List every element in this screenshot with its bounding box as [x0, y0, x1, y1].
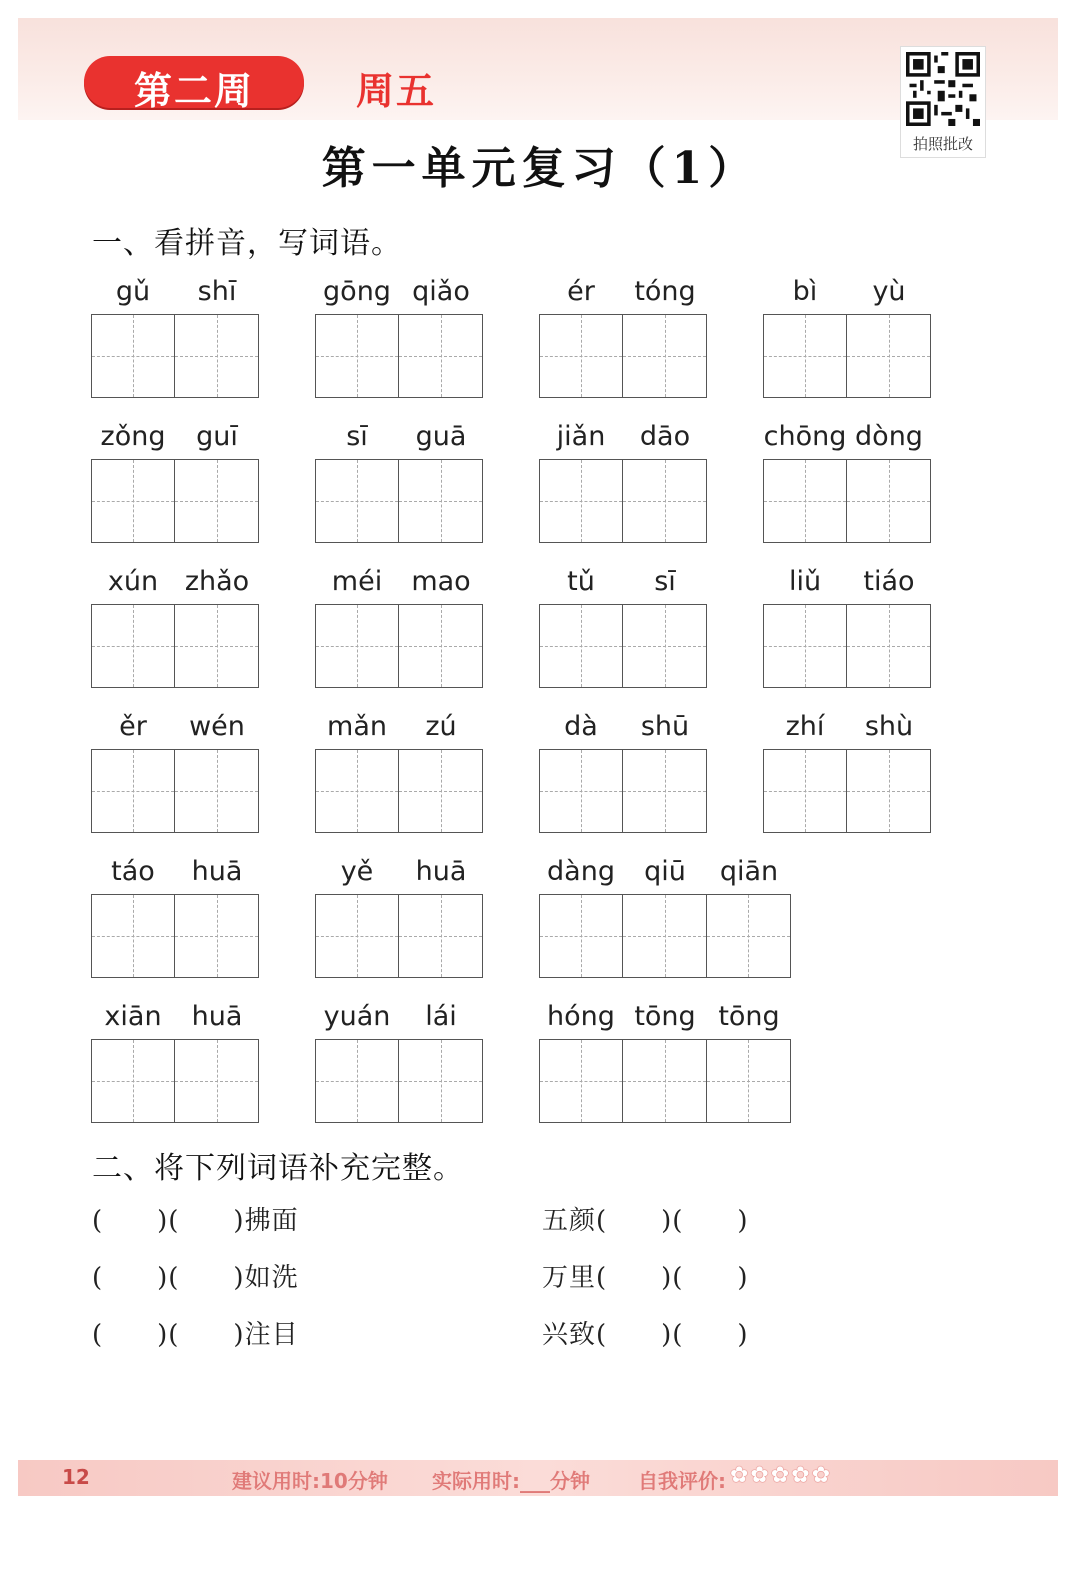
- writing-cell[interactable]: [175, 605, 258, 687]
- writing-cell[interactable]: [399, 605, 482, 687]
- pinyin-label: [763, 421, 931, 457]
- pinyin-label: [539, 276, 707, 312]
- actual-time: 实际用时:___分钟: [432, 1469, 590, 1493]
- pinyin-syllable: dòng: [855, 421, 923, 452]
- writing-cell[interactable]: [623, 1040, 706, 1122]
- writing-grid[interactable]: [315, 894, 483, 978]
- writing-cell[interactable]: [316, 895, 399, 977]
- writing-cell[interactable]: [399, 895, 482, 977]
- writing-grid[interactable]: [539, 604, 707, 688]
- pinyin-label: [763, 276, 931, 312]
- writing-cell[interactable]: [764, 460, 847, 542]
- writing-cell[interactable]: [175, 1040, 258, 1122]
- writing-cell[interactable]: [399, 1040, 482, 1122]
- writing-cell[interactable]: [764, 605, 847, 687]
- pinyin-label: [91, 421, 259, 457]
- pinyin-label: [763, 566, 931, 602]
- writing-cell[interactable]: [707, 895, 790, 977]
- writing-cell[interactable]: [175, 315, 258, 397]
- pinyin-syllable: xiān: [104, 1001, 162, 1032]
- writing-cell[interactable]: [92, 460, 175, 542]
- writing-cell[interactable]: [540, 315, 623, 397]
- day-label: 周五: [356, 69, 437, 113]
- pinyin-syllable: tōng: [634, 1001, 696, 1032]
- idiom-fill-line[interactable]: ( )( )拂面: [92, 1206, 299, 1236]
- idiom-fill-line[interactable]: 五颜( )( ): [542, 1206, 749, 1236]
- writing-grid[interactable]: [539, 459, 707, 543]
- pinyin-syllable: wén: [189, 711, 245, 742]
- pinyin-syllable: guā: [415, 421, 467, 452]
- writing-cell[interactable]: [623, 315, 706, 397]
- writing-cell[interactable]: [847, 750, 930, 832]
- pinyin-label: [91, 566, 259, 602]
- pinyin-syllable: gōng: [323, 276, 391, 307]
- pinyin-syllable: lái: [425, 1001, 457, 1032]
- idiom-fill-line[interactable]: ( )( )注目: [92, 1320, 299, 1350]
- pinyin-syllable: shū: [640, 711, 690, 742]
- writing-cell[interactable]: [316, 1040, 399, 1122]
- writing-grid[interactable]: [91, 314, 259, 398]
- writing-grid[interactable]: [91, 1039, 259, 1123]
- writing-cell[interactable]: [540, 895, 623, 977]
- rating-stars[interactable]: ✿✿✿✿✿: [730, 1463, 833, 1488]
- writing-cell[interactable]: [540, 605, 623, 687]
- writing-grid[interactable]: [91, 459, 259, 543]
- writing-cell[interactable]: [399, 460, 482, 542]
- writing-grid[interactable]: [763, 459, 931, 543]
- idiom-fill-line[interactable]: ( )( )如洗: [92, 1263, 299, 1293]
- writing-grid[interactable]: [763, 604, 931, 688]
- pinyin-label: [315, 856, 483, 892]
- writing-cell[interactable]: [316, 315, 399, 397]
- pinyin-syllable: tǔ: [567, 566, 595, 597]
- pinyin-syllable: mǎn: [327, 711, 387, 742]
- writing-cell[interactable]: [764, 315, 847, 397]
- pinyin-syllable: chōng: [763, 421, 847, 452]
- pinyin-syllable: dàng: [547, 856, 615, 887]
- writing-cell[interactable]: [175, 460, 258, 542]
- writing-cell[interactable]: [92, 750, 175, 832]
- pinyin-label: [91, 711, 259, 747]
- pinyin-syllable: huā: [415, 856, 467, 887]
- pinyin-syllable: ěr: [119, 711, 147, 742]
- pinyin-label: [91, 1001, 259, 1037]
- section1-heading: 一、看拼音，写词语。: [92, 226, 402, 261]
- writing-cell[interactable]: [92, 315, 175, 397]
- writing-grid[interactable]: [763, 314, 931, 398]
- pinyin-syllable: huā: [191, 1001, 243, 1032]
- pinyin-syllable: bì: [792, 276, 818, 307]
- page-number: 12: [62, 1465, 90, 1489]
- pinyin-syllable: shù: [864, 711, 914, 742]
- pinyin-syllable: sī: [654, 566, 676, 597]
- pinyin-syllable: zǒng: [100, 421, 166, 452]
- suggested-time: 建议用时:10分钟: [232, 1469, 388, 1493]
- qr-caption: 拍照批改: [912, 135, 973, 153]
- pinyin-syllable: liǔ: [788, 566, 822, 597]
- qr-code-icon: [906, 52, 980, 126]
- pinyin-label: [315, 421, 483, 457]
- pinyin-label: [91, 276, 259, 312]
- writing-cell[interactable]: [92, 895, 175, 977]
- pinyin-syllable: méi: [331, 566, 383, 597]
- pinyin-syllable: tōng: [718, 1001, 780, 1032]
- writing-cell[interactable]: [623, 750, 706, 832]
- pinyin-syllable: zhǎo: [184, 566, 250, 597]
- writing-grid[interactable]: [315, 749, 483, 833]
- writing-grid[interactable]: [539, 1039, 791, 1123]
- pinyin-label: [539, 566, 707, 602]
- writing-cell[interactable]: [92, 1040, 175, 1122]
- pinyin-syllable: xún: [107, 566, 159, 597]
- writing-cell[interactable]: [92, 605, 175, 687]
- pinyin-label: [539, 1001, 791, 1037]
- pinyin-syllable: hóng: [547, 1001, 615, 1032]
- writing-grid[interactable]: [539, 894, 791, 978]
- pinyin-syllable: qiǎo: [412, 276, 470, 307]
- pinyin-syllable: yuán: [323, 1001, 391, 1032]
- pinyin-syllable: dāo: [639, 421, 691, 452]
- writing-grid[interactable]: [91, 604, 259, 688]
- idiom-fill-line[interactable]: 万里( )( ): [542, 1263, 749, 1293]
- pinyin-label: [539, 711, 707, 747]
- pinyin-label: [763, 711, 931, 747]
- pinyin-syllable: qiān: [719, 856, 779, 887]
- writing-grid[interactable]: [91, 894, 259, 978]
- pinyin-label: [315, 1001, 483, 1037]
- page-title: 第一单元复习（1）: [321, 143, 759, 194]
- writing-cell[interactable]: [847, 605, 930, 687]
- pinyin-label: [539, 421, 707, 457]
- writing-cell[interactable]: [764, 750, 847, 832]
- week-badge: [84, 56, 304, 113]
- writing-grid[interactable]: [91, 749, 259, 833]
- writing-cell[interactable]: [540, 750, 623, 832]
- writing-cell[interactable]: [623, 605, 706, 687]
- writing-cell[interactable]: [175, 895, 258, 977]
- writing-cell[interactable]: [399, 315, 482, 397]
- pinyin-label: [315, 711, 483, 747]
- pinyin-syllable: yě: [340, 856, 374, 887]
- pinyin-syllable: ér: [567, 276, 595, 307]
- writing-grid[interactable]: [315, 604, 483, 688]
- writing-grid[interactable]: [539, 749, 707, 833]
- writing-cell[interactable]: [847, 315, 930, 397]
- writing-grid[interactable]: [315, 459, 483, 543]
- pinyin-syllable: guī: [196, 421, 238, 452]
- pinyin-syllable: tóng: [634, 276, 696, 307]
- writing-cell[interactable]: [316, 750, 399, 832]
- pinyin-syllable: jiǎn: [556, 421, 606, 452]
- self-evaluation-label: 自我评价:: [638, 1469, 726, 1493]
- pinyin-syllable: huā: [191, 856, 243, 887]
- pinyin-label: [91, 856, 259, 892]
- pinyin-syllable: zhí: [785, 711, 825, 742]
- pinyin-syllable: zú: [425, 711, 457, 742]
- writing-cell[interactable]: [175, 750, 258, 832]
- pinyin-syllable: sī: [346, 421, 368, 452]
- pinyin-syllable: táo: [111, 856, 155, 887]
- writing-grid[interactable]: [539, 314, 707, 398]
- writing-cell[interactable]: [399, 750, 482, 832]
- writing-grid[interactable]: [315, 1039, 483, 1123]
- writing-cell[interactable]: [540, 460, 623, 542]
- pinyin-label: [315, 276, 483, 312]
- section2-heading: 二、将下列词语补充完整。: [92, 1151, 464, 1186]
- writing-grid[interactable]: [763, 749, 931, 833]
- writing-cell[interactable]: [707, 1040, 790, 1122]
- idiom-fill-line[interactable]: 兴致( )( ): [542, 1320, 749, 1350]
- writing-cell[interactable]: [623, 895, 706, 977]
- writing-cell[interactable]: [316, 460, 399, 542]
- pinyin-syllable: dà: [564, 711, 598, 742]
- pinyin-label: [539, 856, 791, 892]
- week-label: 第二周: [133, 69, 254, 113]
- pinyin-syllable: mao: [411, 566, 471, 597]
- pinyin-syllable: gǔ: [115, 276, 151, 307]
- pinyin-syllable: yù: [872, 276, 906, 307]
- writing-cell[interactable]: [540, 1040, 623, 1122]
- writing-grid[interactable]: [315, 314, 483, 398]
- pinyin-syllable: shī: [197, 276, 237, 307]
- pinyin-syllable: qiū: [644, 856, 686, 887]
- pinyin-label: [315, 566, 483, 602]
- writing-cell[interactable]: [316, 605, 399, 687]
- pinyin-syllable: tiáo: [863, 566, 915, 597]
- writing-cell[interactable]: [623, 460, 706, 542]
- writing-cell[interactable]: [847, 460, 930, 542]
